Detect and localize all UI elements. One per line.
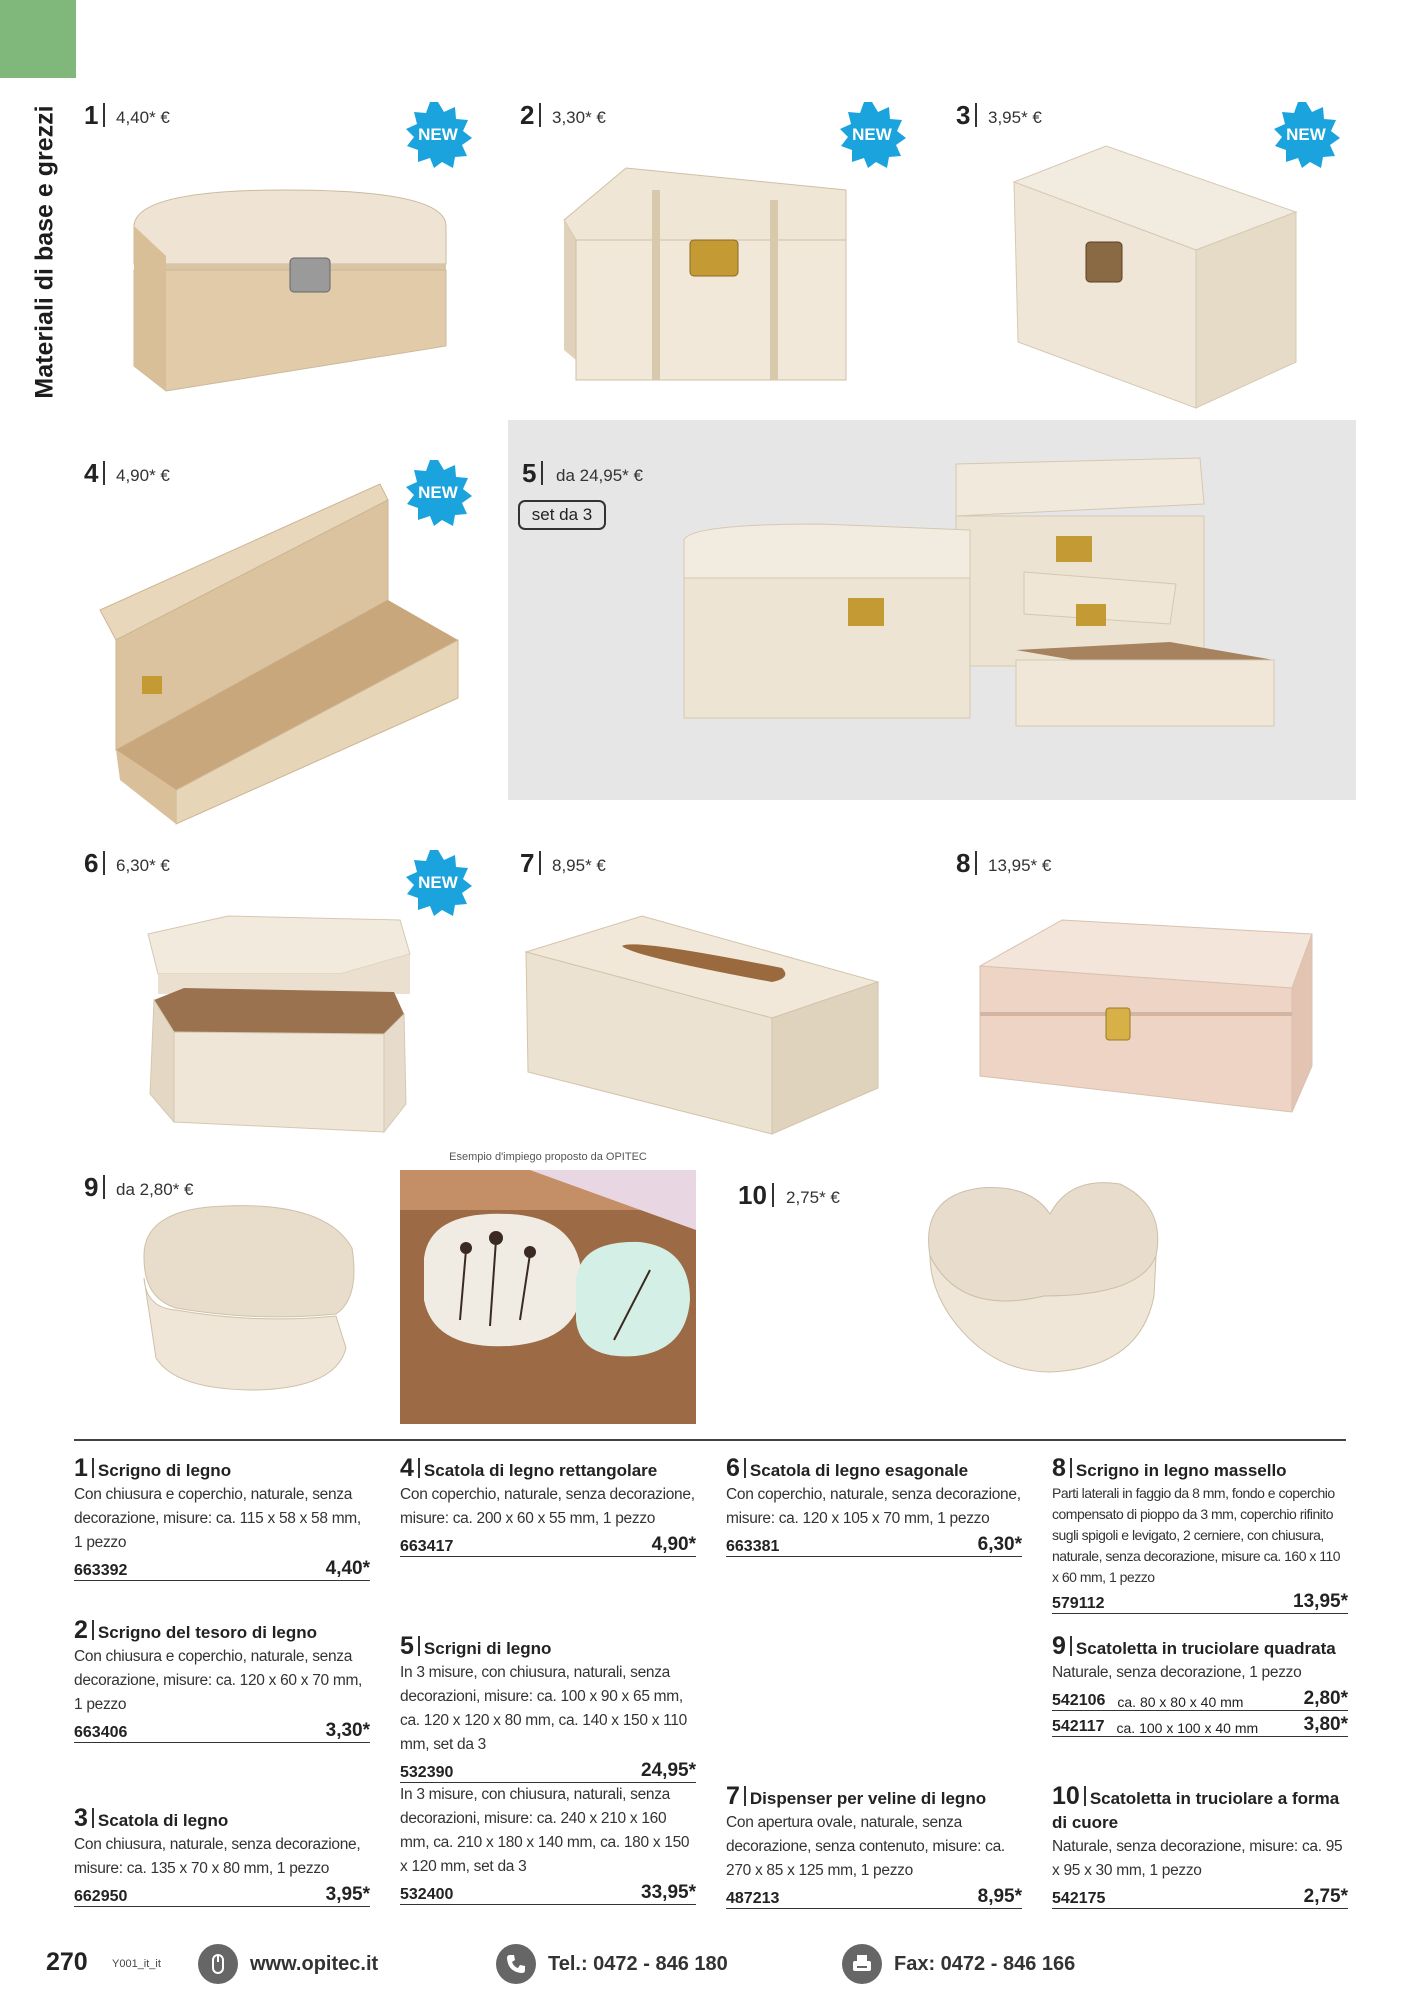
svg-text:NEW: NEW: [418, 125, 458, 144]
new-badge-icon: [404, 848, 472, 916]
description-text: In 3 misure, con chiusura, naturali, senza decorazioni, misure: ca. 100 x 90 x 65 mm, ca. 120 x 120 x 80 mm, ca. 140 x 150 x 110 mm, set da 3: [400, 1664, 687, 1753]
order-row: 542106 ca. 80 x 80 x 40 mm 2,80*: [1052, 1685, 1348, 1711]
phone-icon: [496, 1944, 536, 1984]
description-title: 4 Scatola di legno rettangolare: [400, 1454, 658, 1482]
svg-text:NEW: NEW: [852, 125, 892, 144]
product-image-10: [920, 1176, 1166, 1378]
product-price-2: 3,30* €: [552, 108, 606, 127]
page-number: 270: [46, 1948, 88, 1976]
product-number-4: 4: [84, 458, 105, 489]
svg-text:NEW: NEW: [418, 873, 458, 892]
example-image: [400, 1170, 696, 1424]
description-4: [400, 1456, 696, 1557]
description-2: [74, 1618, 370, 1743]
product-price-4: 4,90* €: [116, 466, 170, 485]
description-text: Naturale, senza decorazione, misure: ca. 95 x 95 x 30 mm, 1 pezzo: [1052, 1838, 1343, 1879]
product-image-4: [96, 480, 466, 830]
new-badge-icon: [838, 100, 906, 168]
product-image-7: [522, 912, 882, 1138]
description-title: 5 Scrigni di legno: [400, 1632, 552, 1660]
section-divider: [74, 1439, 1346, 1441]
svg-text:NEW: NEW: [418, 483, 458, 502]
description-9: [1052, 1634, 1348, 1737]
description-title: 2 Scrigno del tesoro di legno: [74, 1616, 318, 1644]
description-title: 1 Scrigno di legno: [74, 1454, 232, 1482]
description-6: [726, 1456, 1022, 1557]
product-price-5: da 24,95* €: [556, 466, 643, 485]
order-row: 663417 4,90*: [400, 1531, 696, 1557]
description-text: In 3 misure, con chiusura, naturali, senza decorazioni, misure: ca. 240 x 210 x 160 mm, ca. 210 x 180 x 140 mm, ca. 180 x 150 x 120 mm, set da 3: [400, 1786, 690, 1875]
product-image-6: [144, 914, 414, 1134]
svg-text:NEW: NEW: [1286, 125, 1326, 144]
product-number-8: 8: [956, 848, 977, 879]
description-text: Con apertura ovale, naturale, senza decorazione, senza contenuto, misure: ca. 270 x 85 x 125 mm, 1 pezzo: [726, 1814, 1005, 1879]
product-price-6: 6,30* €: [116, 856, 170, 875]
description-text: Con coperchio, naturale, senza decorazione, misure: ca. 120 x 105 x 70 mm, 1 pezzo: [726, 1486, 1021, 1527]
description-7: [726, 1784, 1022, 1909]
product-number-7: 7: [520, 848, 541, 879]
product-image-3: [1006, 142, 1306, 412]
new-badge-icon: [404, 100, 472, 168]
order-row: 663381 6,30*: [726, 1531, 1022, 1557]
description-1: [74, 1456, 370, 1581]
product-image-1: [126, 186, 456, 396]
product-price-10: 2,75* €: [786, 1188, 840, 1207]
description-text: Con coperchio, naturale, senza decorazione, misure: ca. 200 x 60 x 55 mm, 1 pezzo: [400, 1486, 695, 1527]
example-caption: Esempio d'impiego proposto da OPITEC: [449, 1151, 647, 1163]
description-text: Con chiusura e coperchio, naturale, senza decorazione, misure: ca. 120 x 60 x 70 mm, 1 pezzo: [74, 1648, 363, 1713]
product-number-10: 10: [738, 1180, 774, 1211]
page-code: Y001_it_it: [112, 1958, 161, 1970]
description-8: [1052, 1456, 1348, 1614]
description-5: [400, 1634, 696, 1905]
order-row: 542117 ca. 100 x 100 x 40 mm 3,80*: [1052, 1711, 1348, 1737]
order-row: 532390 24,95*: [400, 1757, 696, 1783]
product-number-5: 5: [522, 458, 543, 489]
order-row: 487213 8,95*: [726, 1883, 1022, 1909]
product-price-9: da 2,80* €: [116, 1180, 194, 1199]
description-title: 10 Scatoletta in truciolare a forma di cuore: [1052, 1782, 1340, 1832]
description-text: Con chiusura e coperchio, naturale, senza decorazione, misure: ca. 115 x 58 x 58 mm, 1 pezzo: [74, 1486, 361, 1551]
product-number-3: 3: [956, 100, 977, 131]
description-title: 7 Dispenser per veline di legno: [726, 1782, 987, 1810]
product-number-9: 9: [84, 1172, 105, 1203]
description-10: [1052, 1784, 1348, 1909]
product-number-6: 6: [84, 848, 105, 879]
set-badge: set da 3: [518, 500, 606, 530]
fax-contact: Fax: 0472 - 846 166: [842, 1944, 1075, 1984]
product-price-8: 13,95* €: [988, 856, 1052, 875]
description-title: 9 Scatoletta in truciolare quadrata: [1052, 1632, 1336, 1660]
description-3: [74, 1806, 370, 1907]
fax-icon: [842, 1944, 882, 1984]
description-title: 8 Scrigno in legno massello: [1052, 1454, 1287, 1482]
website-link[interactable]: www.opitec.it: [198, 1944, 378, 1984]
product-image-9: [136, 1198, 360, 1398]
description-text: Naturale, senza decorazione, 1 pezzo: [1052, 1664, 1302, 1681]
product-price-7: 8,95* €: [552, 856, 606, 875]
order-row: 542175 2,75*: [1052, 1883, 1348, 1909]
corner-accent: [0, 0, 76, 78]
description-text: Parti laterali in faggio da 8 mm, fondo e coperchio compensato di pioppo da 3 mm, coperchio rifinito sugli spigoli e levigato, 2 cerniere, con chiusura, naturale, senza decorazione, misure ca. 160 x 110 x 60 mm, 1 pezzo: [1052, 1485, 1341, 1585]
product-price-1: 4,40* €: [116, 108, 170, 127]
footer: [0, 1944, 1416, 1984]
product-image-2: [556, 160, 856, 390]
order-row: 532400 33,95*: [400, 1879, 696, 1905]
order-row: 579112 13,95*: [1052, 1588, 1348, 1614]
product-image-5: [680, 454, 1280, 730]
product-number-1: 1: [84, 100, 105, 131]
product-number-2: 2: [520, 100, 541, 131]
product-image-8: [976, 916, 1316, 1122]
phone-contact: Tel.: 0472 - 846 180: [496, 1944, 728, 1984]
order-row: 663406 3,30*: [74, 1717, 370, 1743]
side-section-title: Materiali di base e grezzi: [30, 105, 59, 399]
product-price-3: 3,95* €: [988, 108, 1042, 127]
mouse-icon: [198, 1944, 238, 1984]
order-row: 662950 3,95*: [74, 1881, 370, 1907]
description-text: Con chiusura, naturale, senza decorazione, misure: ca. 135 x 70 x 80 mm, 1 pezzo: [74, 1836, 361, 1877]
description-title: 6 Scatola di legno esagonale: [726, 1454, 969, 1482]
order-row: 663392 4,40*: [74, 1555, 370, 1581]
description-title: 3 Scatola di legno: [74, 1804, 229, 1832]
